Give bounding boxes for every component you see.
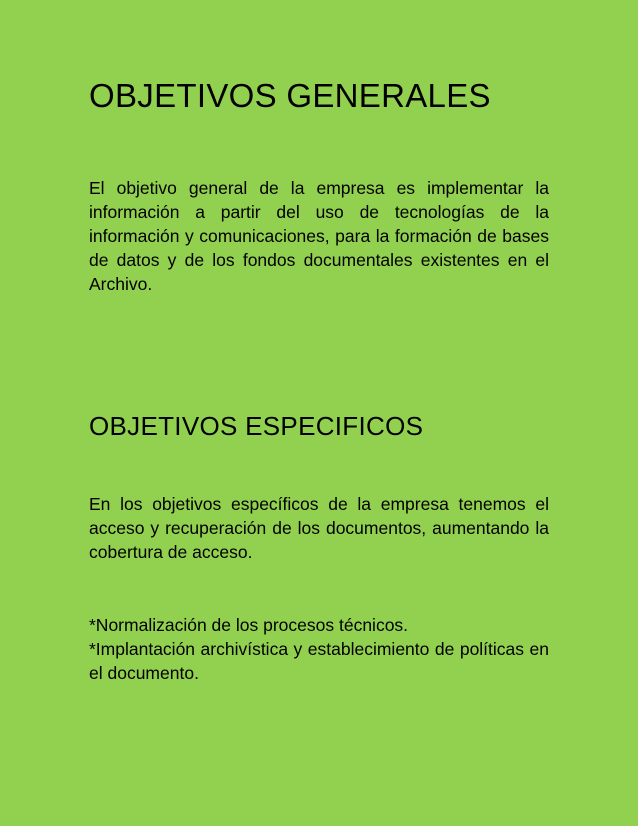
specific-objectives-text: En los objetivos específicos de la empresa tenemos el acceso y recuperación de los documentos, aumentando la cobertura de acceso. — [89, 494, 549, 562]
general-objectives-text: El objetivo general de la empresa es implementar la información a partir del uso de tecnologías de la información y comunicaciones, para la formación de bases de datos y de los fondos documentales existentes en el Archivo. — [89, 178, 549, 294]
general-objectives-heading: OBJETIVOS GENERALES — [89, 77, 491, 114]
specific-objective-item: *Normalización de los procesos técnicos. — [89, 615, 409, 635]
specific-objective-item: *Implantación archivística y establecimiento de políticas en el documento. — [89, 639, 549, 683]
specific-objectives-heading: OBJETIVOS ESPECIFICOS — [89, 411, 424, 441]
